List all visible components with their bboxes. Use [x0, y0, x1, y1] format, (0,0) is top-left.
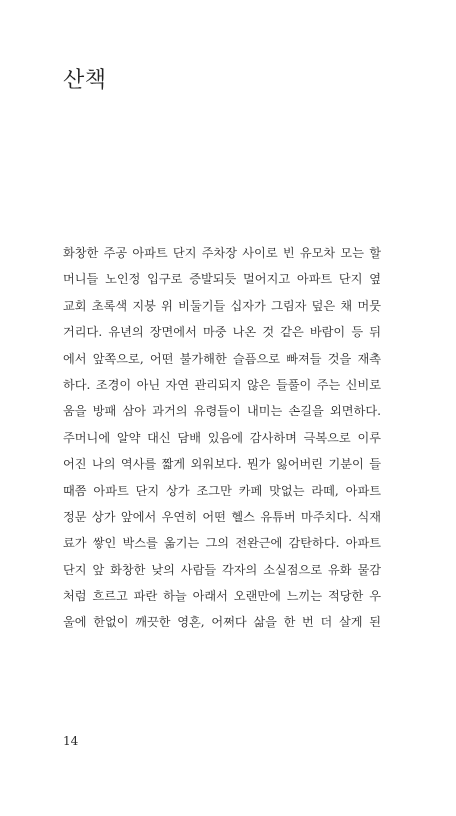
- text-line: 주머니에 알약 대신 담배 있음에 감사하며 극복으로 이루: [63, 430, 381, 445]
- text-line: 에서 앞쪽으로, 어떤 불가해한 슬픔으로 빠져들 것을 재촉: [63, 351, 381, 366]
- text-line: 처럼 흐르고 파란 하늘 아래서 오랜만에 느끼는 적당한 우: [63, 589, 381, 604]
- text-line: 단지 앞 화창한 낮의 사람들 각자의 소실점으로 유화 물감: [63, 562, 381, 577]
- text-line: 움을 방패 삼아 과거의 유령들이 내미는 손길을 외면하다.: [63, 404, 381, 419]
- text-line: 료가 쌓인 박스를 옮기는 그의 전완근에 감탄하다. 아파트: [63, 536, 381, 551]
- text-line: 정문 상가 앞에서 우연히 어떤 헬스 유튜버 마주치다. 식재: [63, 509, 381, 524]
- text-line: 교회 초록색 지붕 위 비둘기들 십자가 그림자 덮은 채 머뭇: [63, 298, 381, 313]
- text-line: 머니들 노인정 입구로 증발되듯 멀어지고 아파트 단지 옆: [63, 272, 381, 287]
- text-line: 화창한 주공 아파트 단지 주차장 사이로 빈 유모차 모는 할: [63, 246, 381, 260]
- text-line: 하다. 조경이 아닌 자연 관리되지 않은 들풀이 주는 신비로: [63, 377, 381, 392]
- text-line: 때쯤 아파트 단지 상가 조그만 카페 맛없는 라떼, 아파트: [63, 483, 381, 498]
- text-line: 거리다. 유년의 장면에서 마중 나온 것 같은 바람이 등 뒤: [63, 325, 381, 340]
- body-text: [63, 240, 381, 636]
- text-line: 어진 나의 역사를 짧게 외워보다. 뭔가 잃어버린 기분이 들: [63, 457, 381, 472]
- page-number: 14: [63, 734, 79, 748]
- chapter-title: 산책: [63, 68, 107, 93]
- text-line: 울에 한없이 깨끗한 영혼, 어쩌다 삶을 한 번 더 살게 된: [63, 615, 381, 630]
